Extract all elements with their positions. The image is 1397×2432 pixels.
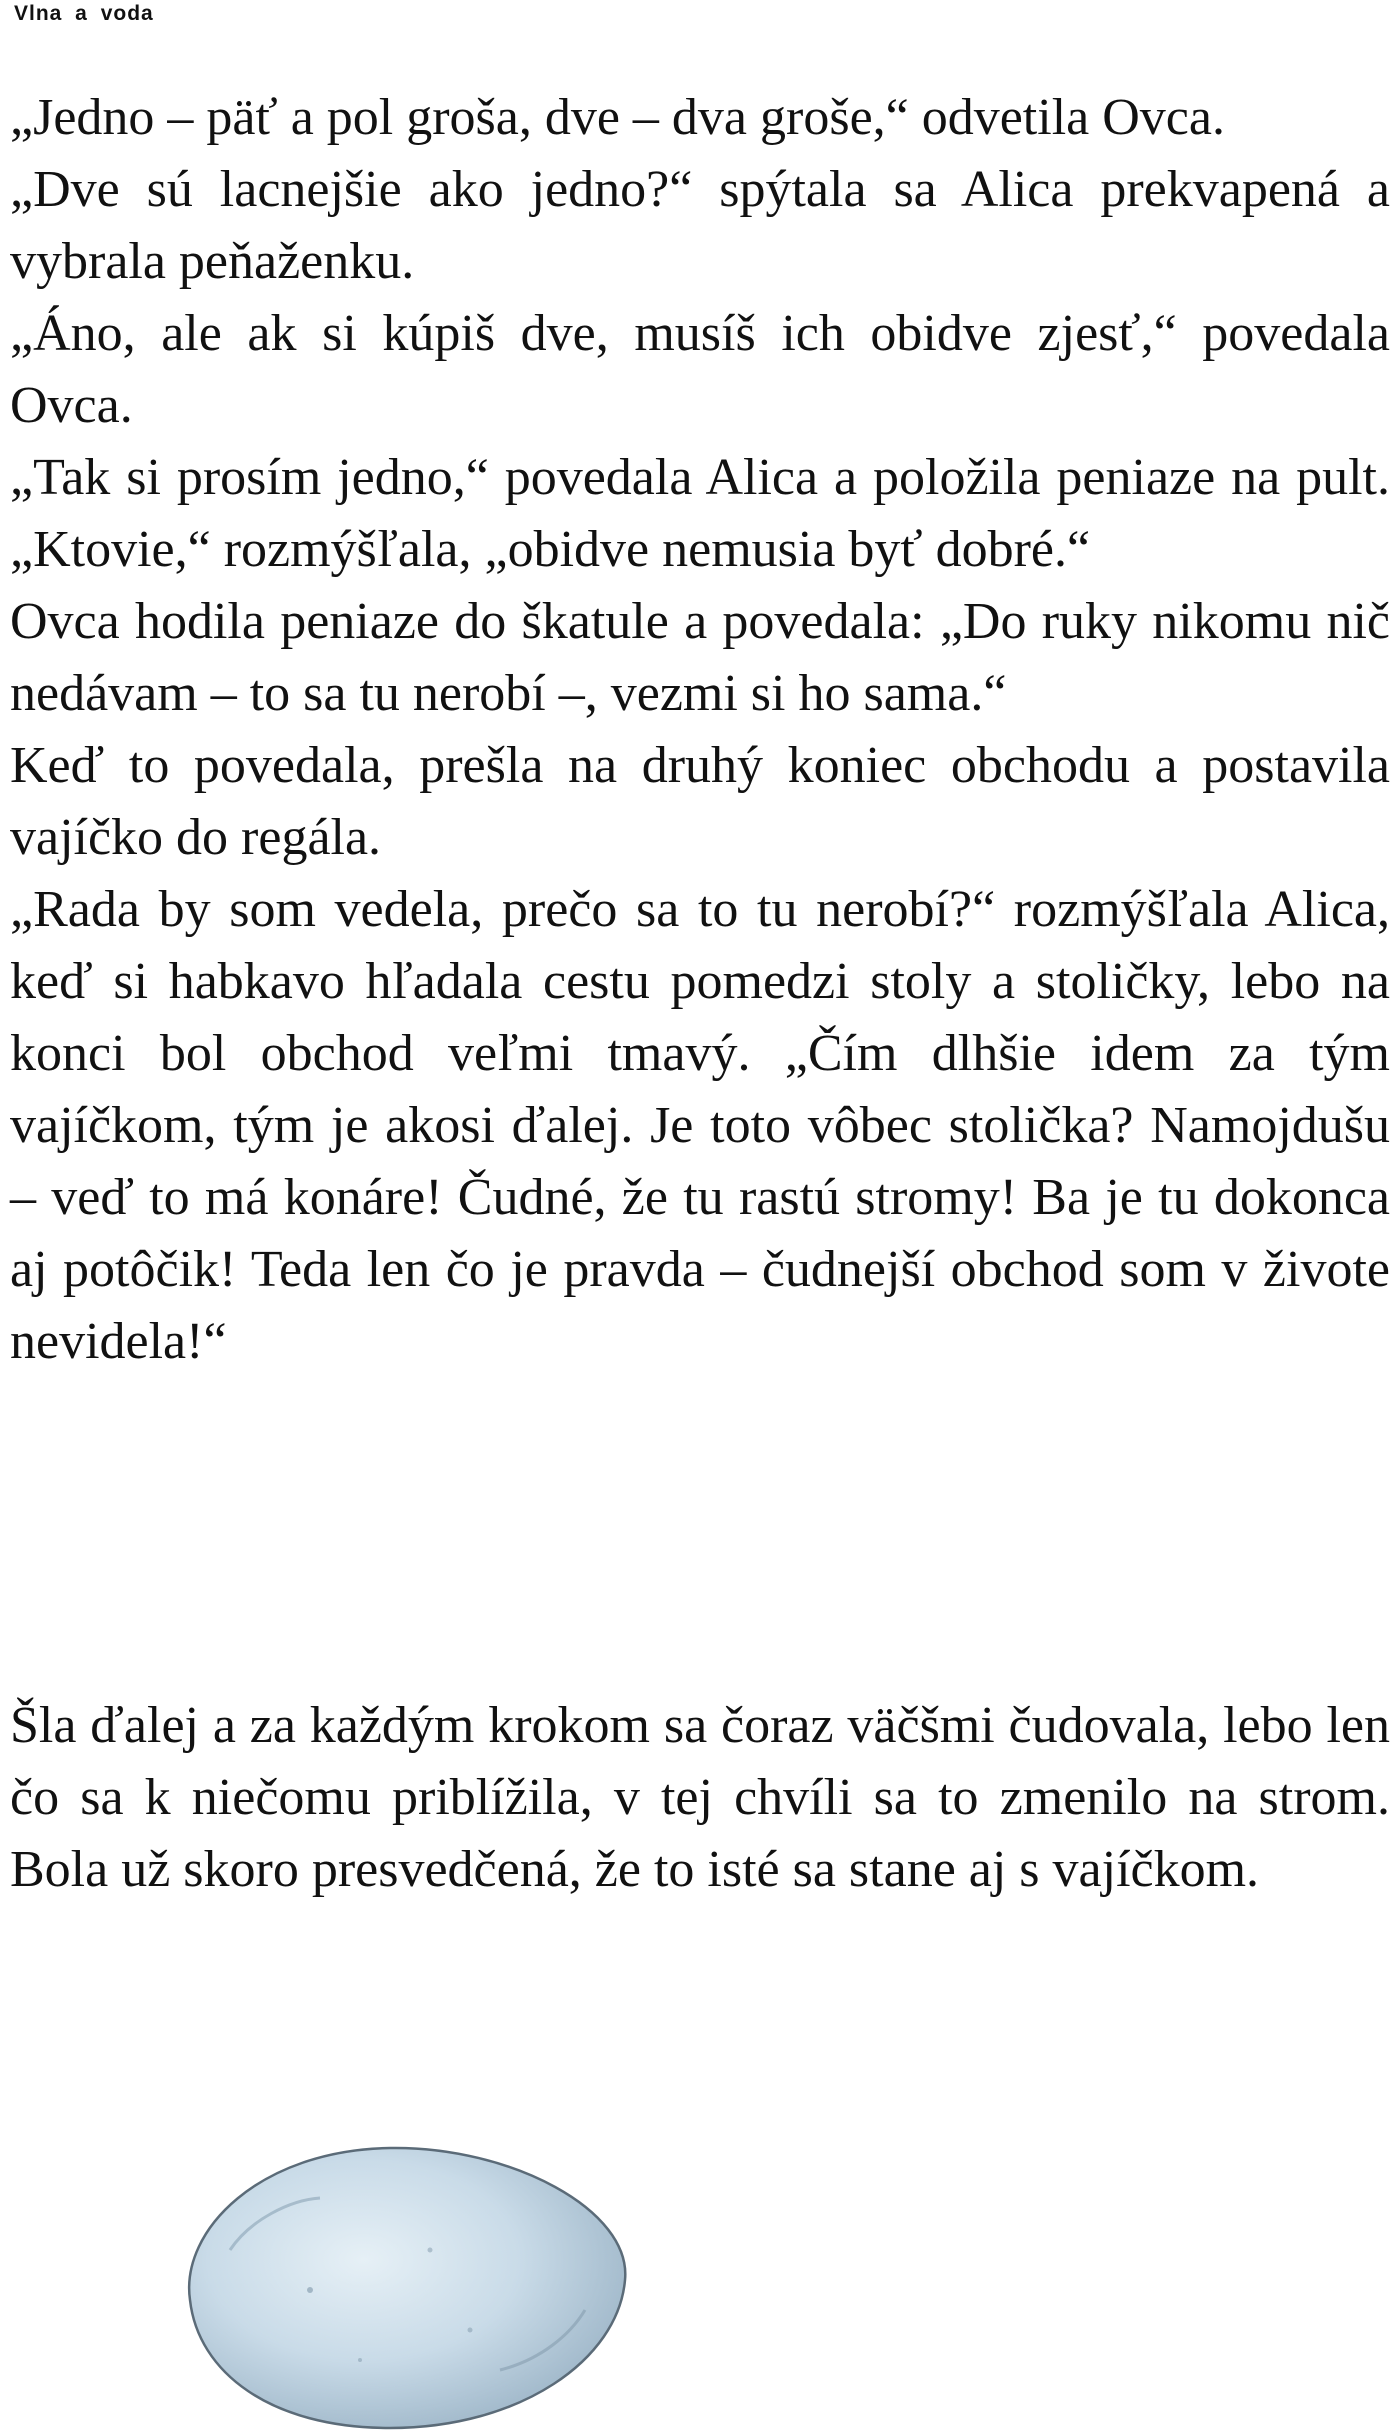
paragraph: „Dve sú lacnejšie ako jedno?“ spýtala sa Alica prekvapená a vybrala peňaženku. [10, 161, 1390, 290]
egg-shape [189, 2148, 625, 2428]
paragraph: „Tak si prosím jedno,“ povedala Alica a položila peniaze na pult. „Ktovie,“ rozmýšľala, „obidve nemusia byť dobré.“ [10, 449, 1390, 578]
running-head: Vlna a voda [14, 2, 154, 25]
egg-illustration [170, 2110, 640, 2432]
main-text-section [10, 82, 1390, 1378]
paragraph: Šla ďalej a za každým krokom sa čoraz väčšmi čudovala, lebo len čo sa k niečomu priblížila, v tej chvíli sa to zmenilo na strom. Bola už skoro presvedčená, že to isté sa stane aj s vajíčkom. [10, 1697, 1390, 1898]
paragraph: Keď to povedala, prešla na druhý koniec obchodu a postavila vajíčko do regála. [10, 737, 1390, 866]
paragraph: „Jedno – päť a pol groša, dve – dva groše,“ odvetila Ovca. [10, 89, 1225, 146]
paragraph: „Áno, ale ak si kúpiš dve, musíš ich obidve zjesť,“ povedala Ovca. [10, 305, 1390, 434]
second-text-section [10, 1690, 1390, 1906]
paragraph: Ovca hodila peniaze do škatule a povedala: „Do ruky nikomu nič nedávam – to sa tu nerobí –, vezmi si ho sama.“ [10, 593, 1390, 722]
paragraph: „Rada by som vedela, prečo sa to tu nerobí?“ rozmýšľala Alica, keď si habkavo hľadala cestu pomedzi stoly a stoličky, lebo na konci bol obchod veľmi tmavý. „Čím dlhšie idem za tým vajíčkom, tým je akosi ďalej. Je toto vôbec stolička? Namojdušu – veď to má konáre! Čudné, že tu rastú stromy! Ba je tu dokonca aj potôčik! Teda len čo je pravda – čudnejší obchod som v živote nevidela!“ [10, 881, 1390, 1370]
egg-icon [170, 2110, 640, 2432]
